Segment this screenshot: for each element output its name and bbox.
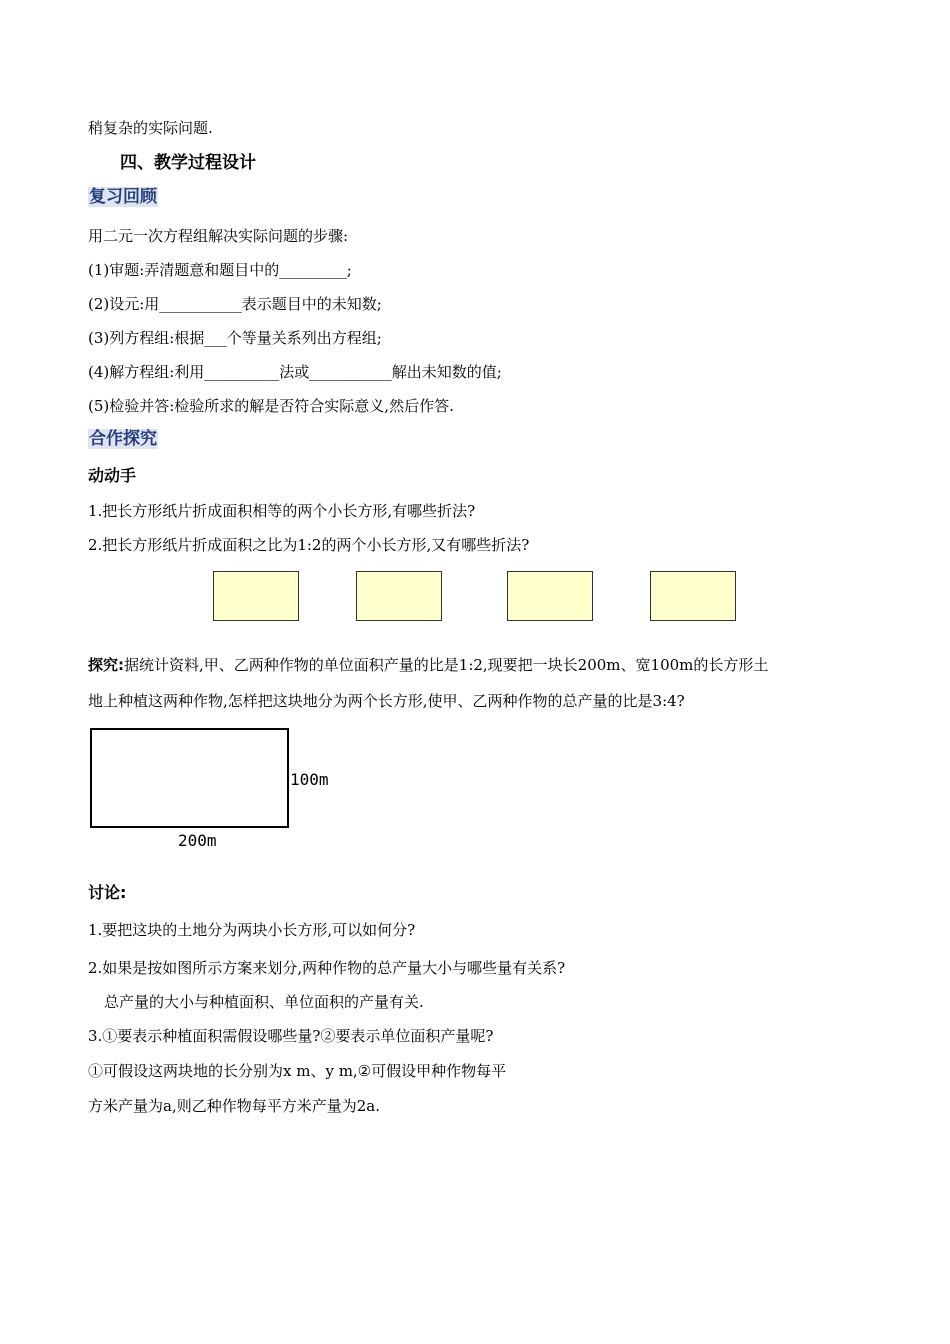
discussion-item: 2.如果是按如图所示方案来划分,两种作物的总产量大小与哪些量有关系?	[88, 959, 566, 977]
review-step: (4)解方程组:利用__________法或___________解出未知数的值;	[88, 363, 502, 381]
explore-line1	[88, 655, 768, 675]
discussion-item: 1.要把这块的土地分为两块小长方形,可以如何分?	[88, 921, 416, 939]
cooperate-heading: 合作探究	[89, 429, 157, 449]
field-rectangle	[90, 728, 289, 828]
width-label: 200m	[178, 831, 217, 850]
review-heading-wrap	[88, 187, 158, 207]
hands-on-question: 1.把长方形纸片折成面积相等的两个小长方形,有哪些折法?	[88, 502, 476, 520]
cooperate-heading-wrap	[88, 429, 158, 449]
discussion-answer: 总产量的大小与种植面积、单位面积的产量有关.	[104, 993, 424, 1011]
review-step: (1)审题:弄清题意和题目中的_________;	[88, 261, 352, 279]
paper-rect	[356, 571, 442, 621]
explore-line2: 地上种植这两种作物,怎样把这块地分为两个长方形,使甲、乙两种作物的总产量的比是3:4?	[88, 692, 685, 710]
paper-rect	[213, 571, 299, 621]
hands-on-question: 2.把长方形纸片折成面积之比为1:2的两个小长方形,又有哪些折法?	[88, 536, 530, 554]
intro-tail: 稍复杂的实际问题.	[88, 119, 213, 137]
paper-rect	[507, 571, 593, 621]
section-heading: 四、教学过程设计	[120, 153, 256, 173]
review-step: (5)检验并答:检验所求的解是否符合实际意义,然后作答.	[88, 397, 454, 415]
discussion-title: 讨论:	[88, 883, 127, 902]
paper-rect	[650, 571, 736, 621]
review-step: (3)列方程组:根据___个等量关系列出方程组;	[88, 329, 382, 347]
review-heading: 复习回顾	[89, 187, 157, 207]
explore-text: 据统计资料,甲、乙两种作物的单位面积产量的比是1:2,现要把一块长200m、宽100m的长方形土	[124, 656, 769, 674]
review-step: (2)设元:用___________表示题目中的未知数;	[88, 295, 382, 313]
height-label: 100m	[290, 770, 329, 789]
explore-label: 探究:	[88, 656, 124, 674]
discussion-answer: ①可假设这两块地的长分别为x m、y m,②可假设甲种作物每平	[88, 1062, 507, 1080]
review-lead: 用二元一次方程组解决实际问题的步骤:	[88, 227, 349, 245]
discussion-item: 3.①要表示种植面积需假设哪些量?②要表示单位面积产量呢?	[88, 1027, 494, 1045]
hands-on-title: 动动手	[88, 466, 137, 485]
discussion-answer: 方米产量为a,则乙种作物每平方米产量为2a.	[88, 1097, 380, 1115]
